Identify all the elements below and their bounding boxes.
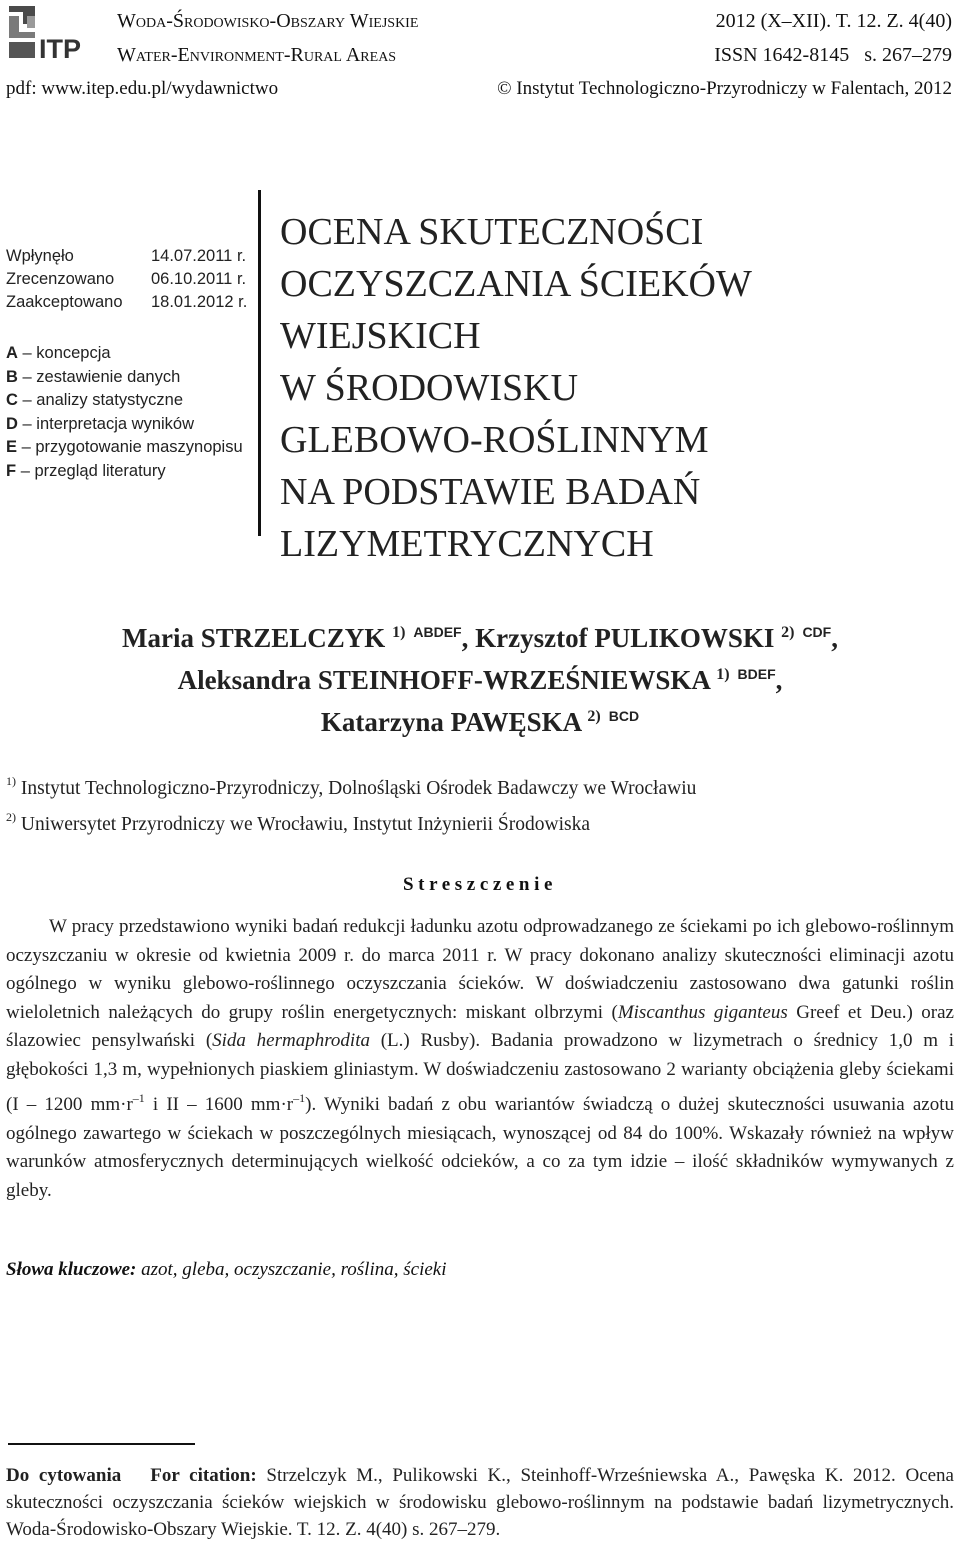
- pdf-link[interactable]: pdf: www.itep.edu.pl/wydawnictwo: [6, 78, 279, 99]
- abstract-text: W pracy przedstawiono wyniki badań redukcji ładunku azotu odprowadzanego ze ściekami po ich glebowo-roślinnym oczyszczaniu w okresie od kwietnia 2009 r. do marca 2011 r. W pracy dokonano analizy skuteczności eliminacji azotu ogólnego w wyniku glebowo-roślinnego oczyszczania ścieków. W doświadczeniu zastosowano dwa gatunki roślin wieloletnich należących do grupy roślin energetycznych: miskant olbrzymi (: [6, 916, 954, 1023]
- species-name: Miscanthus giganteus: [617, 1001, 788, 1023]
- author-affil-ref: 1): [392, 624, 406, 641]
- affiliations: [6, 767, 696, 839]
- footnote-rule: [8, 1443, 195, 1445]
- keywords-label: Słowa kluczowe:: [6, 1259, 137, 1280]
- authors: [0, 614, 960, 740]
- abstract-text: (L.) Rusby). Badania prowadzono w lizymetrach o średnicy 1,0 m i głębokości 1,3 m, wypełnionych piaskiem gliniastym. W doświadczeniu zastosowano 2 warianty obciążenia gleby ściekami (I – 1200 mm·r: [6, 1030, 955, 1115]
- affiliation-item: [6, 803, 696, 839]
- contribution-item: [6, 389, 243, 413]
- contribution-letter: B: [6, 367, 18, 386]
- author-contribution-code: BCD: [608, 708, 640, 724]
- abstract-text: i II – 1600 mm·r: [144, 1094, 294, 1115]
- contribution-item: [6, 460, 243, 484]
- meta-value: 14.07.2011 r.: [151, 247, 247, 265]
- abstract-text: ). Wyniki badań z obu wariantów świadczą o dużej skuteczności usuwania azotu ogólnego zawartego w ściekach w poszczególnych miesiącach, wynoszącej od 84 do 100%. Wskazały również na wpływ warunków atmosferycznych determinujących wielkość odcieków, a co za tym idzie – ilość składników wymywanych z gleby.: [6, 1094, 954, 1201]
- species-name: Sida hermaphrodita: [212, 1030, 370, 1051]
- contribution-text: – analizy statystyczne: [22, 391, 184, 409]
- author-affil-ref: 2): [781, 624, 795, 641]
- abstract-text: Greef et Deu.) oraz ślazowiec pensylwański (: [6, 1001, 954, 1051]
- contribution-text: – interpretacja wyników: [22, 414, 195, 433]
- meta-label: Wpłynęło: [6, 247, 74, 265]
- author-line: [0, 614, 960, 656]
- meta-label: Zaakceptowano: [6, 293, 123, 311]
- citation: [6, 1462, 954, 1543]
- contribution-letter: A: [6, 344, 18, 362]
- meta-value: 18.01.2012 r.: [151, 293, 248, 311]
- title-line: GLEBOWO-ROŚLINNYM: [280, 419, 709, 461]
- citation-text: Strzelczyk M., Pulikowski K., Steinhoff-Wrześniewska A., Pawęska K. 2012. Ocena skuteczności oczyszczania ścieków wiejskich w środowisku glebowo-roślinnym na podstawie badań lizymetrycznych. Woda-Środowisko-Obszary Wiejskie. T. 12. Z. 4(40) s. 267–279.: [6, 1465, 954, 1540]
- affiliation-text: Instytut Technologiczno-Przyrodniczy, Dolnośląski Ośrodek Badawczy we Wrocławiu: [20, 778, 697, 799]
- logo-text: ITP: [39, 34, 82, 64]
- author-separator: ,: [831, 623, 838, 653]
- author-line: [0, 698, 960, 740]
- keywords-text: azot, gleba, oczyszczanie, roślina, ścieki: [136, 1259, 447, 1280]
- journal-name-pl: Woda-Środowisko-Obszary Wiejskie: [117, 10, 419, 32]
- keywords: [6, 1259, 447, 1281]
- contribution-text: – zestawienie danych: [22, 367, 181, 386]
- author-contribution-code: ABDEF: [413, 624, 462, 640]
- contribution-text: – przygotowanie maszynopisu: [21, 438, 243, 456]
- contribution-text: – przegląd literatury: [20, 461, 166, 480]
- title-line: W ŚRODOWISKU: [280, 367, 579, 409]
- author-separator: ,: [461, 623, 476, 653]
- contribution-letter: C: [6, 391, 18, 409]
- title-line: OCZYSZCZANIA ŚCIEKÓW WIEJSKICH: [280, 263, 752, 357]
- meta-row: [6, 268, 256, 291]
- author-affil-ref: 2): [587, 708, 601, 725]
- affiliation-number: 1): [6, 774, 16, 788]
- copyright-line: © Instytut Technologiczno-Przyrodniczy w Falentach, 2012: [497, 78, 952, 99]
- citation-label: Do cytowania For citation:: [6, 1465, 257, 1486]
- contribution-item: [6, 366, 243, 390]
- contribution-letter: D: [6, 414, 18, 433]
- abstract-heading: Streszczenie: [402, 874, 558, 895]
- author-affil-ref: 1): [716, 666, 730, 683]
- unit-exponent: –1: [293, 1091, 306, 1105]
- author-contribution-code: CDF: [802, 624, 832, 640]
- affiliation-text: Uniwersytet Przyrodniczy we Wrocławiu, Instytut Inżynierii Środowiska: [20, 814, 590, 835]
- contribution-item: [6, 342, 243, 366]
- contribution-letter: E: [6, 438, 18, 456]
- author-name: Maria STRZELCZYK: [122, 623, 386, 653]
- abstract-body: [6, 913, 954, 1205]
- meta-row: [6, 245, 256, 268]
- meta-value: 06.10.2011 r.: [151, 270, 247, 288]
- title-divider: [258, 190, 261, 536]
- unit-exponent: –1: [132, 1091, 145, 1105]
- meta-row: [6, 291, 256, 314]
- submission-dates: [6, 245, 256, 314]
- contribution-letter: F: [6, 461, 17, 480]
- itp-logo: [5, 2, 95, 64]
- contribution-legend: [6, 342, 243, 483]
- author-contribution-code: BDEF: [737, 666, 776, 682]
- author-name: Aleksandra STEINHOFF-WRZEŚNIEWSKA: [177, 665, 710, 695]
- affiliation-item: [6, 767, 696, 803]
- contribution-item: [6, 413, 243, 437]
- author-separator: ,: [775, 665, 783, 695]
- affiliation-number: 2): [6, 810, 16, 824]
- article-title: [280, 206, 960, 570]
- author-name: Katarzyna PAWĘSKA: [320, 707, 581, 737]
- contribution-text: – koncepcja: [22, 344, 111, 362]
- issn-pages: ISSN 1642-8145 s. 267–279: [714, 44, 952, 66]
- title-line: LIZYMETRYCZNYCH: [280, 523, 654, 565]
- title-line: NA PODSTAWIE BADAŃ: [280, 471, 701, 513]
- journal-name-en: Water-Environment-Rural Areas: [117, 44, 397, 66]
- title-line: OCENA SKUTECZNOŚCI: [280, 211, 704, 253]
- issue-info: 2012 (X–XII). T. 12. Z. 4(40): [715, 10, 952, 32]
- meta-label: Zrecenzowano: [6, 270, 115, 288]
- contribution-item: [6, 436, 243, 460]
- author-name: Krzysztof PULIKOWSKI: [475, 623, 775, 653]
- abstract-paragraph: [6, 913, 954, 1205]
- author-line: [0, 656, 960, 698]
